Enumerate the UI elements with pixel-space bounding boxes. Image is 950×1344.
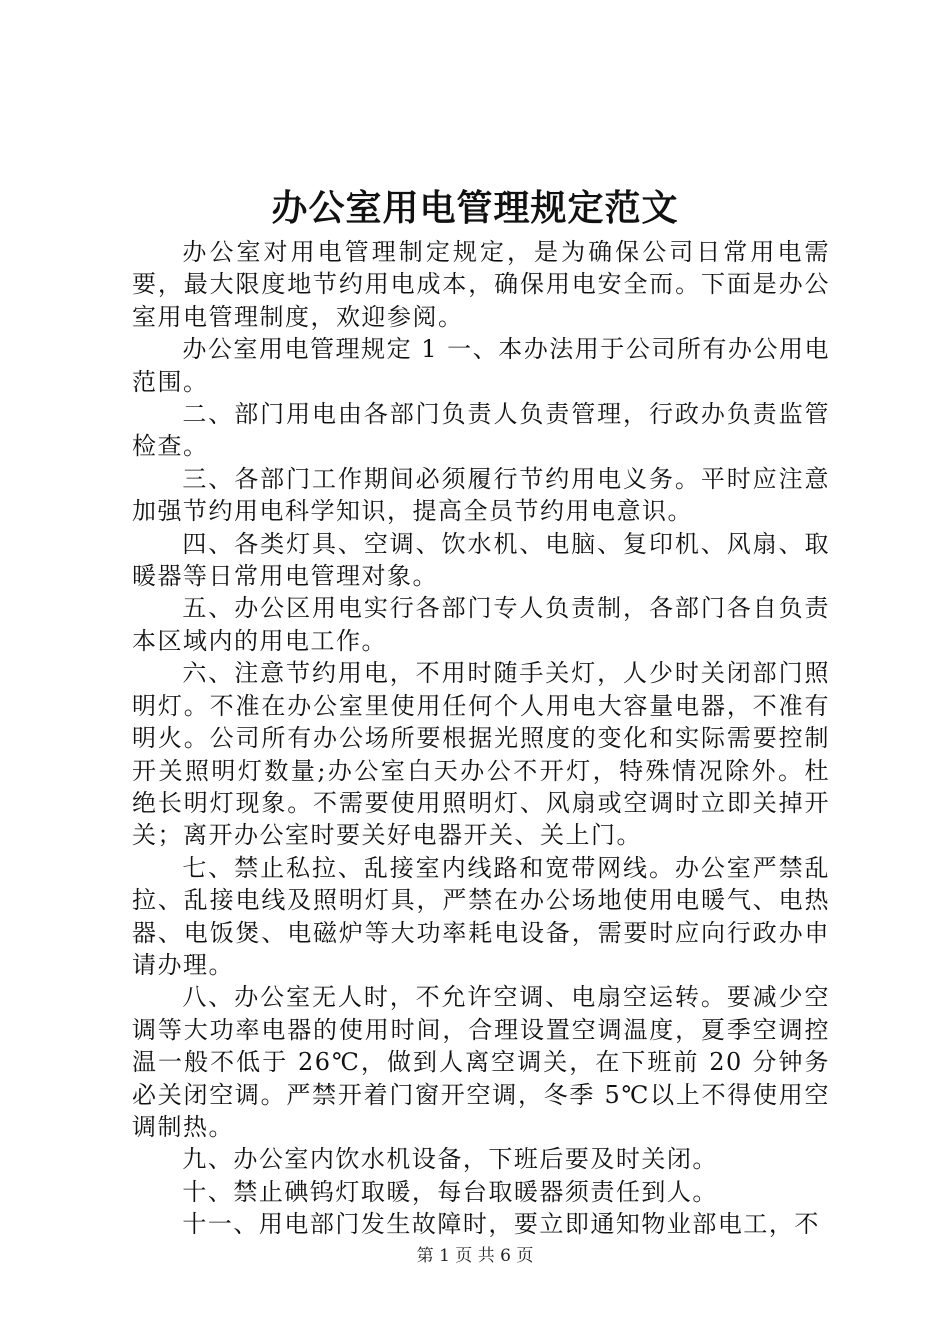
page-footer: 第 1 页 共 6 页 [416, 1246, 534, 1266]
paragraph-intro: 办公室对用电管理制定规定，是为确保公司日常用电需要，最大限度地节约用电成本，确保用电安全而。下面是办公室用电管理制度，欢迎参阅。 [132, 238, 830, 331]
paragraph-rule-1: 办公室用电管理规定 1 一、本办法用于公司所有办公用电范围。 [132, 335, 830, 396]
paragraph-rule-4: 四、各类灯具、空调、饮水机、电脑、复印机、风扇、取暖器等日常用电管理对象。 [132, 529, 830, 591]
paragraph-rule-11: 十一、用电部门发生故障时，要立即通知物业部电工，不 [182, 1210, 820, 1239]
document-title: 办公室用电管理规定范文 [271, 187, 679, 229]
paragraph-rule-8: 八、办公室无人时，不允许空调、电扇空运转。要减少空调等大功率电器的使用时间，合理设置空调温度，夏季空调控温一般不低于 26℃，做到人离空调关，在下班前 20 分钟务必关闭空调。严禁开着门窗开空调，冬季 5℃以上不得使用空调制热。 [132, 983, 830, 1141]
paragraph-rule-7: 七、禁止私拉、乱接室内线路和宽带网线。办公室严禁乱拉、乱接电线及照明灯具，严禁在办公场地使用电暖气、电热器、电饭煲、电磁炉等大功率耗电设备，需要时应向行政办申请办理。 [132, 853, 830, 979]
paragraph-rule-6: 六、注意节约用电，不用时随手关灯，人少时关闭部门照明灯。不准在办公室里使用任何个人用电大容量电器，不准有明火。公司所有办公场所要根据光照度的变化和实际需要控制开关照明灯数量;办公室白天办公不开灯，特殊情况除外。杜绝长明灯现象。不需要使用照明灯、风扇或空调时立即关掉开关；离开办公室时要关好电器开关、关上门。 [132, 659, 830, 850]
paragraph-rule-10: 十、禁止碘钨灯取暖，每台取暖器须责任到人。 [182, 1177, 718, 1206]
paragraph-rule-5: 五、办公区用电实行各部门专人负责制，各部门各自负责本区域内的用电工作。 [132, 594, 830, 655]
paragraph-rule-9: 九、办公室内饮水机设备，下班后要及时关闭。 [182, 1145, 718, 1174]
paragraph-rule-2: 二、部门用电由各部门负责人负责管理，行政办负责监管检查。 [132, 400, 830, 461]
document-body [132, 236, 830, 1241]
paragraph-rule-3: 三、各部门工作期间必须履行节约用电义务。平时应注意加强节约用电科学知识，提高全员节约用电意识。 [132, 464, 830, 526]
